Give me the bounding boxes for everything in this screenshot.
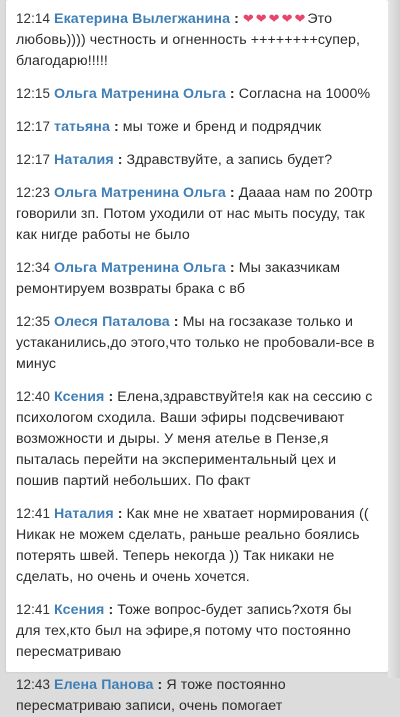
message-author[interactable]: Олеся Паталова (54, 314, 170, 330)
message-author[interactable]: Ольга Матренина Ольга (54, 260, 226, 276)
message-text: Это любовь)))) честность и огненность ++++++++супер, благодарю!!!!! (16, 11, 361, 69)
chat-message (16, 83, 378, 105)
message-author[interactable]: Ксения (54, 389, 105, 405)
message-author[interactable]: Наталия (54, 506, 114, 522)
message-author[interactable]: Ксения (54, 602, 105, 618)
chat-message (16, 257, 378, 300)
message-author[interactable]: Ольга Матренина Ольга (54, 86, 226, 102)
chat-message (16, 599, 378, 663)
message-time: 12:43 (16, 677, 51, 692)
message-time: 12:41 (16, 602, 51, 617)
chat-message (16, 503, 378, 588)
heart-emoji-icons: ❤❤❤❤❤ (242, 11, 308, 26)
author-separator: : (113, 119, 119, 135)
message-text: Елена,здравствуйте!я как на сессию с психологом сходила. Ваши эфиры подсвечивают возможности и дыры. У меня ателье в Пензе,я пыталась перейти на экспериментальный цех и пошив партий небольших. По факт (16, 389, 373, 489)
author-separator: : (229, 86, 235, 102)
message-time: 12:35 (16, 314, 51, 329)
message-time: 12:15 (16, 86, 51, 101)
message-text: Мы на госзаказе только и устаканились,до этого,что только не пробовали-все в минус (16, 314, 375, 372)
author-separator: : (173, 314, 179, 330)
message-text: Согласна на 1000% (238, 86, 371, 102)
message-text: Я тоже постоянно пересматриваю записи, очень помогает (16, 677, 286, 714)
message-time: 12:17 (16, 119, 51, 134)
author-separator: : (108, 602, 114, 618)
message-text: Здравствуйте, а запись будет? (126, 152, 333, 168)
chat-message (16, 149, 378, 171)
author-separator: : (229, 185, 235, 201)
message-author[interactable]: Елена Панова (54, 677, 154, 693)
author-separator: : (229, 260, 235, 276)
message-author[interactable]: Наталия (54, 152, 114, 168)
message-time: 12:14 (16, 11, 51, 26)
chat-message (16, 8, 378, 72)
message-author[interactable]: Ольга Матренина Ольга (54, 185, 226, 201)
chat-message (16, 674, 378, 717)
message-text: Тоже вопрос-будет запись?хотя бы для тех,кто был на эфире,я потому что постоянно пересматриваю (16, 602, 352, 660)
chat-message (16, 116, 378, 138)
message-text: Мы заказчикам ремонтируем возвраты брака с вб (16, 260, 341, 297)
right-edge-border (388, 0, 400, 678)
message-author[interactable]: татьяна (54, 119, 110, 135)
author-separator: : (234, 11, 239, 27)
chat-panel (6, 0, 388, 714)
author-separator: : (117, 152, 123, 168)
message-time: 12:40 (16, 389, 51, 404)
message-text: Как мне не хватает нормирования (( Никак не можем сделать, раньше реально боялись потерять швей. Теперь некогда )) Так никаки не сделать, но очень и очень хочется. (16, 506, 369, 585)
message-time: 12:23 (16, 185, 51, 200)
author-separator: : (108, 389, 114, 405)
chat-message (16, 182, 378, 246)
message-text: мы тоже и бренд и подрядчик (122, 119, 322, 135)
message-time: 12:41 (16, 506, 51, 521)
chat-message (16, 386, 378, 492)
message-text: Даааа нам по 200тр говорили зп. Потом уходили от нас мыть посуду, так как нигде работы не было (16, 185, 373, 243)
chat-message-list (6, 0, 388, 717)
author-separator: : (157, 677, 163, 693)
chat-message (16, 311, 378, 375)
message-time: 12:17 (16, 152, 51, 167)
author-separator: : (117, 506, 123, 522)
message-time: 12:34 (16, 260, 51, 275)
message-author[interactable]: Екатерина Вылегжанина (54, 11, 231, 27)
